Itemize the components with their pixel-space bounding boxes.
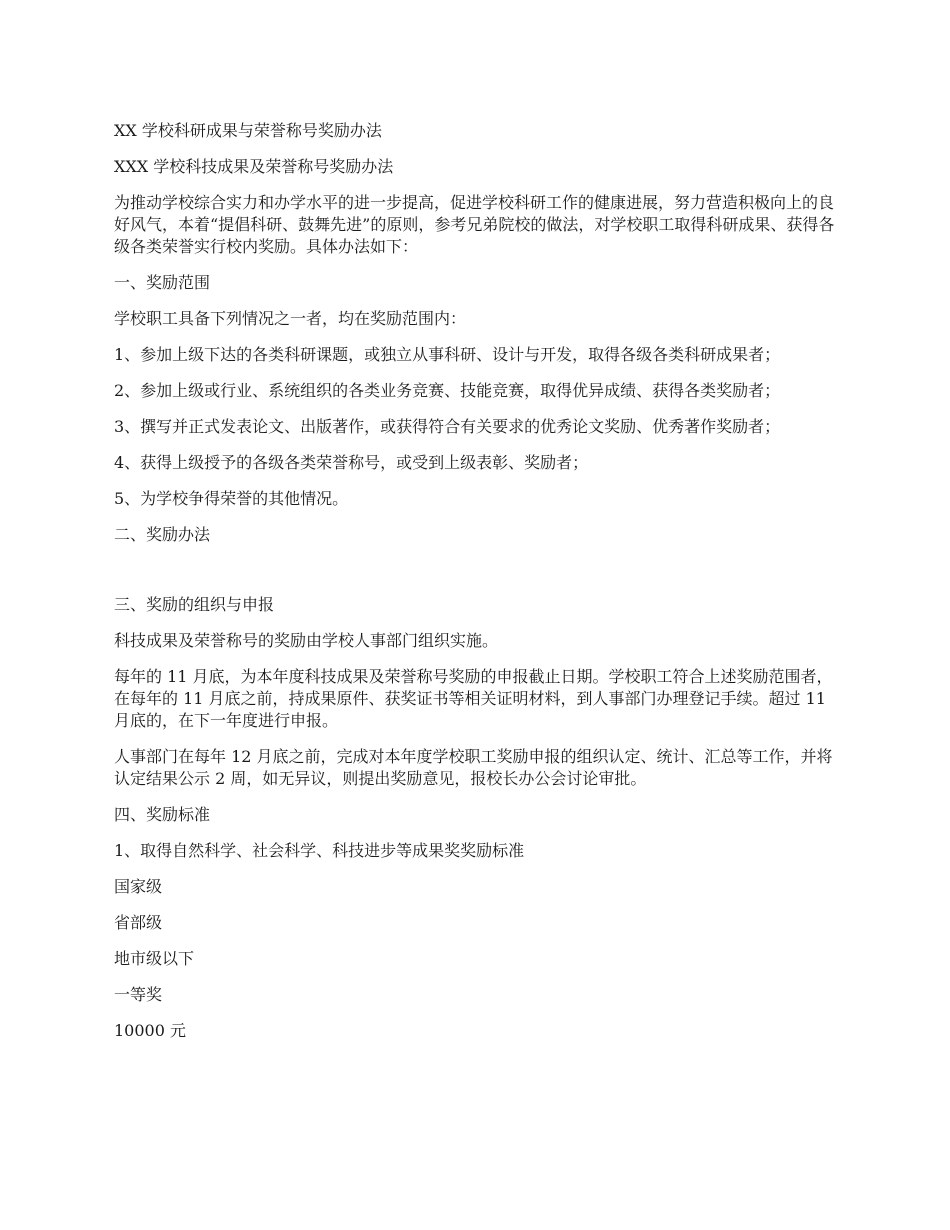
scope-lead: 学校职工具备下列情况之一者，均在奖励范围内： [114, 309, 467, 328]
document-subtitle: XXX 学校科技成果及荣誉称号奖励办法 [114, 157, 394, 176]
organization-paragraph-2: 每年的 11 月底，为本年度科技成果及荣誉称号奖励的申报截止日期。学校职工符合上述奖励范围者，在每年的 11 月底之前，持成果原件、获奖证书等相关证明材料，到人事部门办理登记手续。超过 11 月底的，在下一年度进行申报。 [114, 667, 833, 730]
section-heading-standard: 四、奖励标准 [114, 805, 211, 824]
section-heading-method: 二、奖励办法 [114, 525, 211, 544]
level-provincial: 省部级 [114, 913, 163, 932]
level-national: 国家级 [114, 877, 163, 896]
prize-first: 一等奖 [114, 985, 163, 1004]
blank-spacer [114, 560, 844, 594]
scope-item-4: 4、获得上级授予的各级各类荣誉称号，或受到上级表彰、奖励者； [114, 453, 589, 472]
section-heading-organization: 三、奖励的组织与申报 [114, 595, 275, 614]
intro-paragraph: 为推动学校综合实力和办学水平的进一步提高，促进学校科研工作的健康进展，努力营造积极向上的良好风气，本着“提倡科研、鼓舞先进”的原则，参考兄弟院校的做法，对学校职工取得科研成果、获得各级各类荣誉实行校内奖励。具体办法如下： [114, 193, 835, 256]
organization-paragraph-1: 科技成果及荣誉称号的奖励由学校人事部门组织实施。 [114, 631, 499, 650]
section-heading-scope: 一、奖励范围 [114, 273, 211, 292]
organization-paragraph-3: 人事部门在每年 12 月底之前，完成对本年度学校职工奖励申报的组织认定、统计、汇总等工作，并将认定结果公示 2 周，如无异议，则提出奖励意见，报校长办公会讨论审批。 [114, 747, 833, 788]
prize-amount: 10000 元 [114, 1021, 186, 1040]
scope-item-3: 3、撰写并正式发表论文、出版著作，或获得符合有关要求的优秀论文奖励、优秀著作奖励者； [114, 417, 781, 436]
level-municipal: 地市级以下 [114, 949, 195, 968]
document-title: XX 学校科研成果与荣誉称号奖励办法 [114, 121, 382, 140]
document-page [114, 120, 844, 1056]
scope-item-1: 1、参加上级下达的各类科研课题，或独立从事科研、设计与开发，取得各级各类科研成果者； [114, 345, 781, 364]
scope-item-5: 5、为学校争得荣誉的其他情况。 [114, 489, 349, 508]
scope-item-2: 2、参加上级或行业、系统组织的各类业务竞赛、技能竞赛，取得优异成绩、获得各类奖励者； [114, 381, 781, 400]
standard-item-1: 1、取得自然科学、社会科学、科技进步等成果奖奖励标准 [114, 841, 525, 860]
